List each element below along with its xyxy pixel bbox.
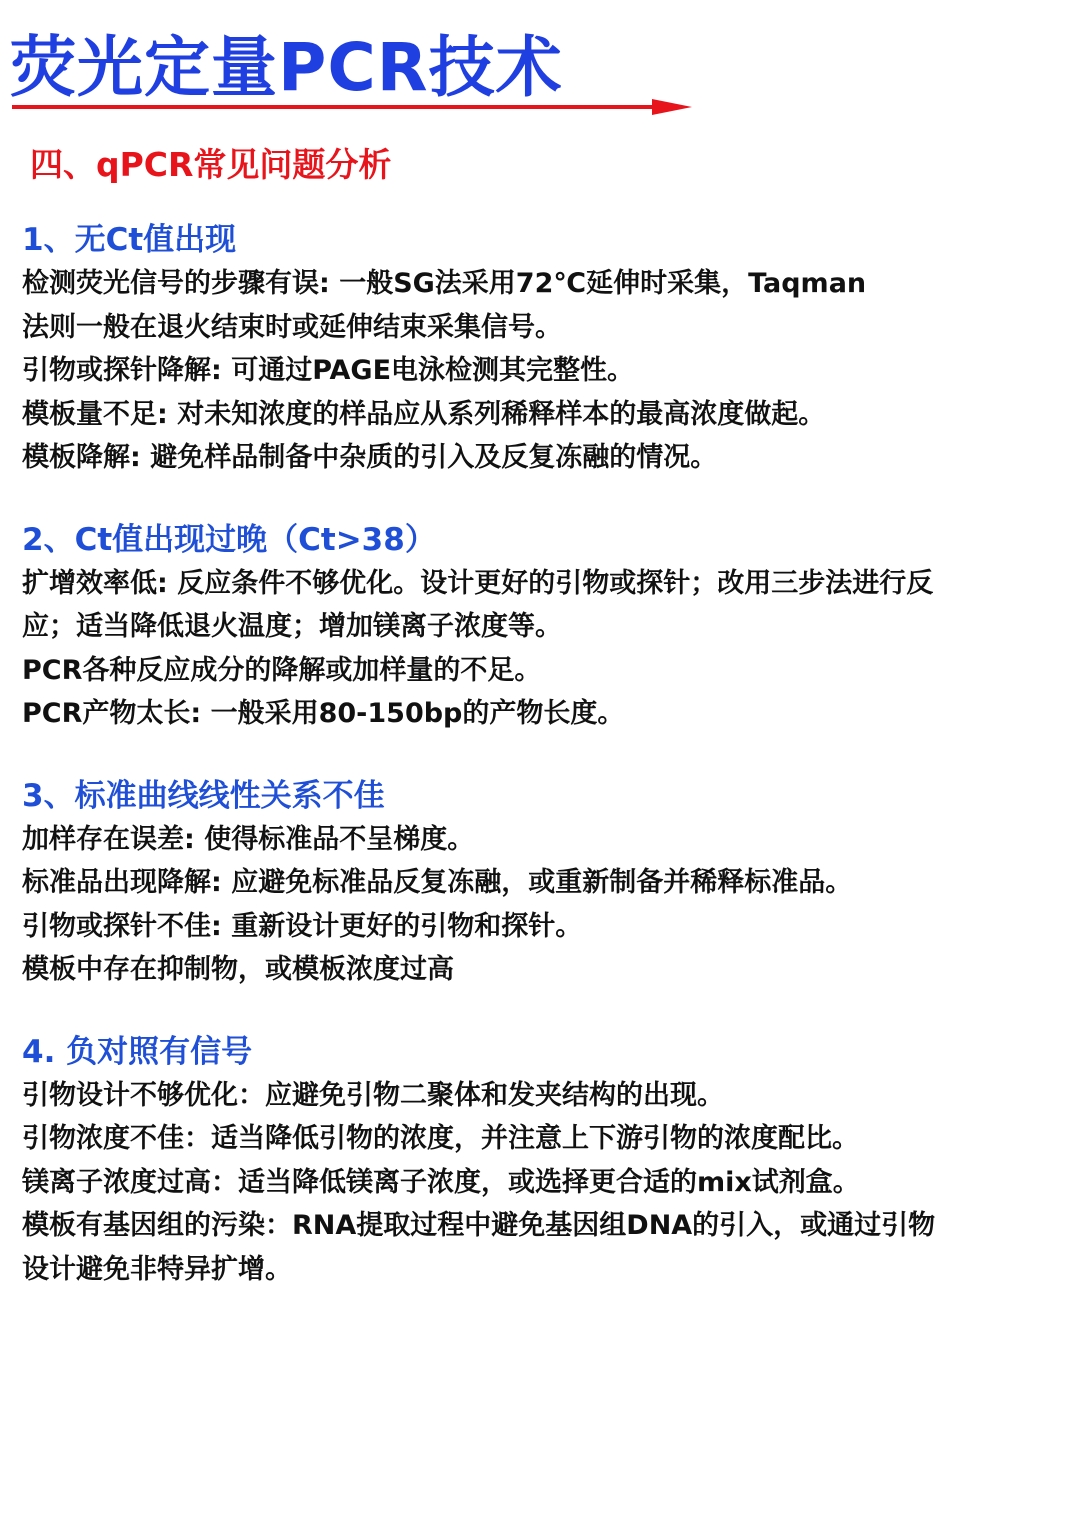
block-line: 应；适当降低退火温度；增加镁离子浓度等。 (22, 611, 562, 642)
arrow-shape (12, 99, 692, 115)
block-heading: 4. 负对照有信号 (22, 1033, 253, 1070)
block-line: 模板有基因组的污染：RNA提取过程中避免基因组DNA的引入，或通过引物 (22, 1210, 936, 1241)
block-line: 引物或探针不佳: 重新设计更好的引物和探针。 (22, 910, 583, 942)
block-heading: 3、标准曲线线性关系不佳 (22, 777, 385, 814)
block-line: 模板量不足: 对未知浓度的样品应从系列稀释样本的最高浓度做起。 (22, 398, 826, 430)
block-line: 加样存在误差: 使得标准品不呈梯度。 (22, 823, 475, 855)
page-title: 荧光定量PCR技术 (10, 29, 563, 106)
block-line: PCR产物太长: 一般采用80-150bp的产物长度。 (22, 698, 625, 729)
block-line: 引物设计不够优化：应避免引物二聚体和发夹结构的出现。 (22, 1079, 724, 1111)
block-line: 扩增效率低: 反应条件不够优化。设计更好的引物或探针；改用三步法进行反 (22, 567, 934, 599)
section-header: 四、qPCR常见问题分析 (30, 145, 392, 184)
issue-block-negative-control (22, 1030, 1062, 1292)
block-line: 引物或探针降解: 可通过PAGE电泳检测其完整性。 (22, 355, 635, 386)
block-heading: 2、Ct值出现过晚（Ct>38） (22, 521, 436, 558)
block-line: 模板降解: 避免样品制备中杂质的引入及反复冻融的情况。 (22, 442, 718, 473)
issue-block-standard-curve (22, 774, 1062, 992)
block-line: 镁离子浓度过高：适当降低镁离子浓度，或选择更合适的mix试剂盒。 (22, 1166, 860, 1198)
block-line: 法则一般在退火结束时或延伸结束采集信号。 (22, 311, 562, 343)
block-line: 标准品出现降解: 应避免标准品反复冻融，或重新制备并稀释标准品。 (22, 867, 853, 898)
issue-block-late-ct (22, 518, 1062, 736)
block-line: 设计避免非特异扩增。 (22, 1253, 292, 1285)
title-underline-arrow (12, 96, 692, 118)
block-heading: 1、无Ct值出现 (22, 222, 237, 258)
block-line: PCR各种反应成分的降解或加样量的不足。 (22, 654, 542, 686)
block-line: 模板中存在抑制物，或模板浓度过高 (22, 954, 454, 985)
block-line: 检测荧光信号的步骤有误: 一般SG法采用72℃延伸时采集，Taqman (22, 268, 867, 299)
content-area (22, 218, 1062, 1329)
block-line: 引物浓度不佳：适当降低引物的浓度，并注意上下游引物的浓度配比。 (22, 1123, 859, 1154)
issue-block-no-ct (22, 218, 1062, 480)
